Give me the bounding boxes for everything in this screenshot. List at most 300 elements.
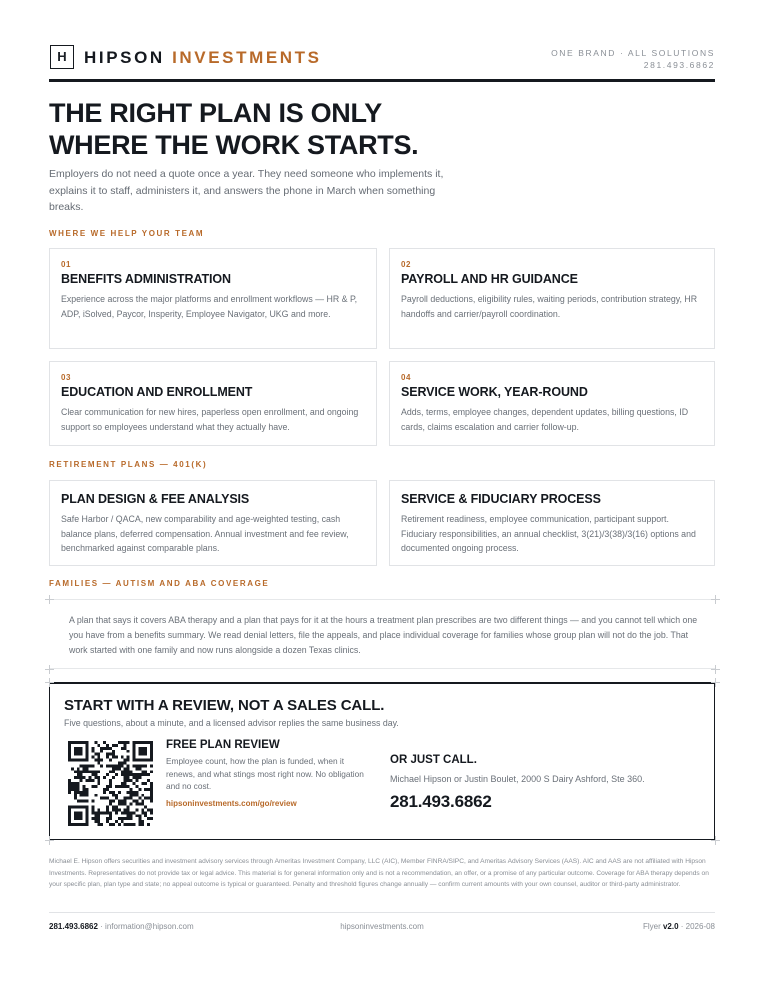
qr-module [112, 791, 115, 794]
qr-module [147, 773, 150, 776]
qr-module [80, 770, 83, 773]
qr-module [86, 767, 89, 770]
qr-module [124, 817, 127, 820]
qr-module [124, 747, 127, 750]
qr-module [141, 773, 144, 776]
qr-module [144, 797, 147, 800]
qr-module [118, 803, 121, 806]
qr-module [135, 785, 138, 788]
qr-module [86, 814, 89, 817]
qr-module [130, 794, 133, 797]
footer-website[interactable]: hipsoninvestments.com [340, 922, 424, 931]
qr-module [97, 756, 100, 759]
qr-module [106, 747, 109, 750]
qr-module [121, 756, 124, 759]
qr-module [80, 764, 83, 767]
card-number: 03 [61, 373, 71, 382]
qr-module [68, 759, 71, 762]
qr-module [91, 764, 94, 767]
qr-module [121, 785, 124, 788]
qr-module [141, 782, 144, 785]
qr-module [118, 762, 121, 765]
card-body: Safe Harbor / QACA, new comparability and age-weighted testing, cash balance plans, deferred compensation. Annual investment and fee review, benchmarked against comparable plans. [61, 514, 349, 553]
header-contact [551, 47, 715, 71]
qr-module [77, 782, 80, 785]
qr-module [97, 744, 100, 747]
qr-module [86, 805, 89, 808]
qr-module [127, 823, 130, 826]
qr-module [141, 741, 144, 744]
qr-module [141, 770, 144, 773]
qr-module [97, 779, 100, 782]
qr-module [77, 805, 80, 808]
qr-module [68, 750, 71, 753]
qr-module [94, 811, 97, 814]
qr-module [135, 800, 138, 803]
version-number: v2.0 [662, 922, 679, 931]
qr-module [150, 808, 153, 811]
cta-title: START WITH A REVIEW, NOT A SALES CALL. [64, 697, 385, 714]
qr-module [147, 741, 150, 744]
qr-module [115, 797, 118, 800]
qr-module [106, 753, 109, 756]
qr-module [77, 800, 80, 803]
card-body: Experience across the major platforms and enrollment workflows — HR & P, ADP, iSolved, Paycor, Insperity, Employee Navigator, UKG and more. [61, 294, 358, 319]
qr-module [77, 823, 80, 826]
qr-module [144, 741, 147, 744]
qr-module [144, 811, 147, 814]
qr-module [127, 814, 130, 817]
qr-module [97, 817, 100, 820]
families-panel [49, 599, 715, 669]
qr-module [124, 803, 127, 806]
card-title: SERVICE & FIDUCIARY PROCESS [401, 492, 601, 506]
service-card [49, 361, 377, 446]
qr-module [91, 773, 94, 776]
qr-module [124, 759, 127, 762]
title-line-2: WHERE THE WORK STARTS. [49, 130, 419, 160]
qr-module [118, 823, 121, 826]
qr-module [144, 788, 147, 791]
card-title: PLAN DESIGN & FEE ANALYSIS [61, 492, 250, 506]
footer-version [643, 922, 715, 931]
qr-module [115, 744, 118, 747]
qr-module [77, 811, 80, 814]
qr-module [121, 770, 124, 773]
qr-module [147, 808, 150, 811]
qr-module [80, 800, 83, 803]
qr-module [80, 750, 83, 753]
qr-module [74, 753, 77, 756]
qr-module [106, 805, 109, 808]
qr-module [106, 764, 109, 767]
qr-module [100, 811, 103, 814]
qr-module [127, 785, 130, 788]
qr-module [124, 823, 127, 826]
qr-module [103, 776, 106, 779]
card-body: Payroll deductions, eligibility rules, waiting periods, contribution strategy, HR handoffs and carrier/payroll coordination. [401, 294, 698, 319]
qr-module [86, 800, 89, 803]
qr-module [80, 773, 83, 776]
qr-module [132, 823, 135, 826]
qr-module [71, 805, 74, 808]
families-body: A plan that says it covers ABA therapy and a plan that pays for it at the hours a treatment plan prescribes are two different things — and you cannot tell which one you have from a benefits summary. We read denial letters, file the appeals, and place individual coverage for families whose group plan will not do the job. That work started with one family and now runs alongside a dozen Texas clinics. [69, 615, 698, 655]
qr-module [141, 820, 144, 823]
qr-module [124, 767, 127, 770]
qr-module [138, 753, 141, 756]
qr-module [86, 788, 89, 791]
qr-module [138, 776, 141, 779]
qr-module [124, 744, 127, 747]
qr-module [91, 785, 94, 788]
qr-module [83, 741, 86, 744]
qr-module [144, 805, 147, 808]
qr-module [68, 791, 71, 794]
qr-module [141, 800, 144, 803]
header-phone: 281.493.6862 [643, 60, 715, 70]
qr-module [144, 770, 147, 773]
crop-mark-icon [45, 665, 54, 674]
qr-module [68, 823, 71, 826]
qr-module [109, 747, 112, 750]
qr-module [121, 762, 124, 765]
qr-module [91, 747, 94, 750]
footer-email[interactable]: · information@hipson.com [97, 922, 194, 931]
qr-module [112, 770, 115, 773]
qr-module [109, 782, 112, 785]
qr-module [68, 785, 71, 788]
qr-module [130, 773, 133, 776]
qr-module [103, 788, 106, 791]
retirement-card [49, 480, 377, 566]
qr-module [135, 773, 138, 776]
qr-module [77, 767, 80, 770]
qr-module [112, 756, 115, 759]
qr-module [80, 811, 83, 814]
qr-module [144, 782, 147, 785]
page-header [49, 44, 715, 82]
qr-module [132, 753, 135, 756]
card-body: Retirement readiness, employee communication, participant support. Fiduciary responsibilities, an annual checklist, 3(21)/3(38)/3(16) options and documented ongoing process. [401, 514, 696, 553]
qr-module [138, 764, 141, 767]
qr-module [130, 791, 133, 794]
qr-module [147, 823, 150, 826]
qr-module [150, 794, 153, 797]
qr-module [115, 811, 118, 814]
qr-module [144, 814, 147, 817]
qr-module [91, 805, 94, 808]
qr-module [97, 811, 100, 814]
qr-module [138, 797, 141, 800]
qr-module [109, 800, 112, 803]
qr-module [121, 773, 124, 776]
qr-module [80, 814, 83, 817]
qr-module [91, 811, 94, 814]
qr-module [124, 797, 127, 800]
qr-module [115, 820, 118, 823]
qr-module [130, 814, 133, 817]
qr-module [74, 759, 77, 762]
qr-module [68, 817, 71, 820]
qr-module [100, 764, 103, 767]
qr-code-icon[interactable] [68, 741, 153, 826]
review-link[interactable]: hipsoninvestments.com/go/review [166, 798, 297, 808]
qr-module [83, 800, 86, 803]
qr-module [130, 797, 133, 800]
qr-module [118, 808, 121, 811]
qr-module [100, 747, 103, 750]
qr-module [77, 750, 80, 753]
qr-module [132, 759, 135, 762]
qr-module [138, 817, 141, 820]
qr-module [135, 803, 138, 806]
qr-module [106, 820, 109, 823]
qr-module [100, 823, 103, 826]
qr-module [135, 741, 138, 744]
qr-module [91, 800, 94, 803]
qr-module [130, 779, 133, 782]
qr-module [135, 779, 138, 782]
qr-module [127, 779, 130, 782]
qr-module [121, 803, 124, 806]
qr-module [68, 747, 71, 750]
call-body: Michael Hipson or Justin Boulet, 2000 S Dairy Ashford, Ste 360. [390, 774, 645, 784]
qr-module [100, 797, 103, 800]
qr-module [127, 817, 130, 820]
qr-module [121, 811, 124, 814]
qr-module [138, 823, 141, 826]
qr-module [144, 753, 147, 756]
qr-module [135, 759, 138, 762]
qr-module [74, 797, 77, 800]
qr-module [127, 767, 130, 770]
qr-module [109, 764, 112, 767]
qr-module [127, 759, 130, 762]
qr-module [94, 741, 97, 744]
qr-module [68, 811, 71, 814]
qr-module [77, 791, 80, 794]
qr-module [112, 794, 115, 797]
qr-module [109, 779, 112, 782]
qr-module [77, 753, 80, 756]
qr-module [138, 750, 141, 753]
qr-module [132, 756, 135, 759]
qr-module [150, 817, 153, 820]
card-title: EDUCATION AND ENROLLMENT [61, 385, 253, 399]
qr-module [71, 785, 74, 788]
qr-module [130, 788, 133, 791]
qr-module [71, 788, 74, 791]
qr-module [124, 811, 127, 814]
qr-module [71, 741, 74, 744]
qr-module [86, 747, 89, 750]
qr-module [74, 788, 77, 791]
qr-module [109, 817, 112, 820]
card-number: 02 [401, 260, 411, 269]
qr-module [115, 794, 118, 797]
qr-module [106, 797, 109, 800]
qr-module [135, 767, 138, 770]
qr-module [141, 803, 144, 806]
qr-module [135, 776, 138, 779]
qr-module [83, 776, 86, 779]
qr-module [68, 756, 71, 759]
retirement-card [389, 480, 715, 566]
qr-module [141, 794, 144, 797]
service-card [389, 361, 715, 446]
qr-module [91, 756, 94, 759]
qr-module [103, 741, 106, 744]
qr-module [86, 779, 89, 782]
call-phone[interactable]: 281.493.6862 [390, 792, 492, 811]
qr-module [121, 764, 124, 767]
qr-module [124, 808, 127, 811]
qr-module [83, 764, 86, 767]
qr-module [135, 808, 138, 811]
qr-module [127, 750, 130, 753]
qr-module [68, 744, 71, 747]
qr-module [130, 811, 133, 814]
qr-module [97, 753, 100, 756]
flyer-label: Flyer [642, 922, 663, 931]
qr-module [135, 764, 138, 767]
qr-module [132, 791, 135, 794]
qr-module [86, 794, 89, 797]
qr-module [91, 770, 94, 773]
qr-module [74, 782, 77, 785]
qr-module [80, 779, 83, 782]
qr-module [124, 741, 127, 744]
card-title: SERVICE WORK, YEAR-ROUND [401, 385, 588, 399]
qr-module [135, 791, 138, 794]
qr-module [71, 782, 74, 785]
crop-mark-icon [45, 595, 54, 604]
qr-module [115, 764, 118, 767]
qr-module [89, 776, 92, 779]
qr-module [103, 811, 106, 814]
qr-module [109, 759, 112, 762]
card-body: Clear communication for new hires, paperless open enrollment, and ongoing support so employees understand what they actually have. [61, 407, 359, 432]
qr-module [80, 791, 83, 794]
qr-module [127, 808, 130, 811]
qr-module [106, 785, 109, 788]
qr-module [94, 753, 97, 756]
qr-module [121, 747, 124, 750]
qr-module [138, 788, 141, 791]
qr-module [141, 753, 144, 756]
qr-module [132, 764, 135, 767]
qr-module [83, 791, 86, 794]
qr-module [80, 753, 83, 756]
qr-module [112, 764, 115, 767]
qr-module [141, 808, 144, 811]
qr-module [89, 779, 92, 782]
qr-module [150, 782, 153, 785]
qr-module [112, 767, 115, 770]
footer-phone[interactable]: 281.493.6862 [49, 922, 98, 931]
qr-module [147, 788, 150, 791]
crop-mark-icon [711, 595, 720, 604]
tagline: ONE BRAND · ALL SOLUTIONS [551, 48, 715, 58]
qr-module [77, 814, 80, 817]
qr-module [97, 776, 100, 779]
qr-module [109, 785, 112, 788]
qr-module [80, 805, 83, 808]
legal-disclaimer: Michael E. Hipson offers securities and investment advisory services through Ameritas Investment Company, LLC (AIC), Member FINRA/SIPC, and Ameritas Advisory Services (AAS). AIC and AAS are not affiliated with Hipson Investments. Representatives do not provide tax or legal advice. This material is for general information only and is not a recommendation, an offer, or a promise of any particular outcome. Coverage for ABA therapy depends on your specific plan, plan type and state; no appeal outcome is typical or guaranteed. Penalty and threshold figures change annually — confirm current amounts with your own counsel, auditor or third-party administrator. [49, 858, 709, 888]
qr-module [135, 814, 138, 817]
qr-module [103, 747, 106, 750]
qr-module [127, 756, 130, 759]
qr-module [132, 800, 135, 803]
qr-module [68, 808, 71, 811]
qr-module [80, 817, 83, 820]
qr-module [86, 808, 89, 811]
qr-module [144, 773, 147, 776]
qr-module [97, 820, 100, 823]
crop-mark-icon [45, 836, 54, 845]
qr-module [121, 782, 124, 785]
crop-mark-icon [45, 678, 54, 687]
qr-module [83, 759, 86, 762]
qr-module [77, 759, 80, 762]
qr-module [97, 808, 100, 811]
qr-module [77, 770, 80, 773]
qr-module [112, 823, 115, 826]
qr-module [141, 759, 144, 762]
crop-mark-icon [711, 665, 720, 674]
hero-subtitle: Employers do not need a quote once a year. They need someone who implements it, explains it to staff, administers it, and answers the phone in March when something breaks. [49, 168, 444, 213]
qr-module [127, 797, 130, 800]
qr-module [91, 808, 94, 811]
qr-module [127, 805, 130, 808]
qr-module [118, 791, 121, 794]
qr-module [135, 794, 138, 797]
qr-module [106, 788, 109, 791]
crop-mark-icon [711, 836, 720, 845]
qr-module [97, 782, 100, 785]
qr-module [109, 770, 112, 773]
qr-module [106, 756, 109, 759]
qr-module [106, 808, 109, 811]
qr-module [91, 779, 94, 782]
qr-module [77, 788, 80, 791]
qr-module [83, 788, 86, 791]
qr-module [86, 811, 89, 814]
qr-module [77, 817, 80, 820]
qr-module [118, 785, 121, 788]
qr-module [150, 744, 153, 747]
card-title: BENEFITS ADMINISTRATION [61, 272, 231, 286]
qr-module [68, 814, 71, 817]
qr-module [74, 817, 77, 820]
qr-module [132, 782, 135, 785]
qr-module [121, 741, 124, 744]
qr-module [112, 753, 115, 756]
qr-module [130, 770, 133, 773]
qr-module [144, 759, 147, 762]
qr-module [94, 770, 97, 773]
qr-module [150, 753, 153, 756]
card-number: 04 [401, 373, 411, 382]
card-body: Adds, terms, employee changes, dependent updates, billing questions, ID cards, claims escalation and carrier follow-up. [401, 407, 689, 432]
qr-module [94, 773, 97, 776]
qr-module [94, 776, 97, 779]
section-label-retirement: RETIREMENT PLANS — 401(K) [49, 460, 208, 469]
qr-module [100, 759, 103, 762]
call-block [390, 754, 690, 812]
qr-module [150, 756, 153, 759]
qr-module [106, 744, 109, 747]
